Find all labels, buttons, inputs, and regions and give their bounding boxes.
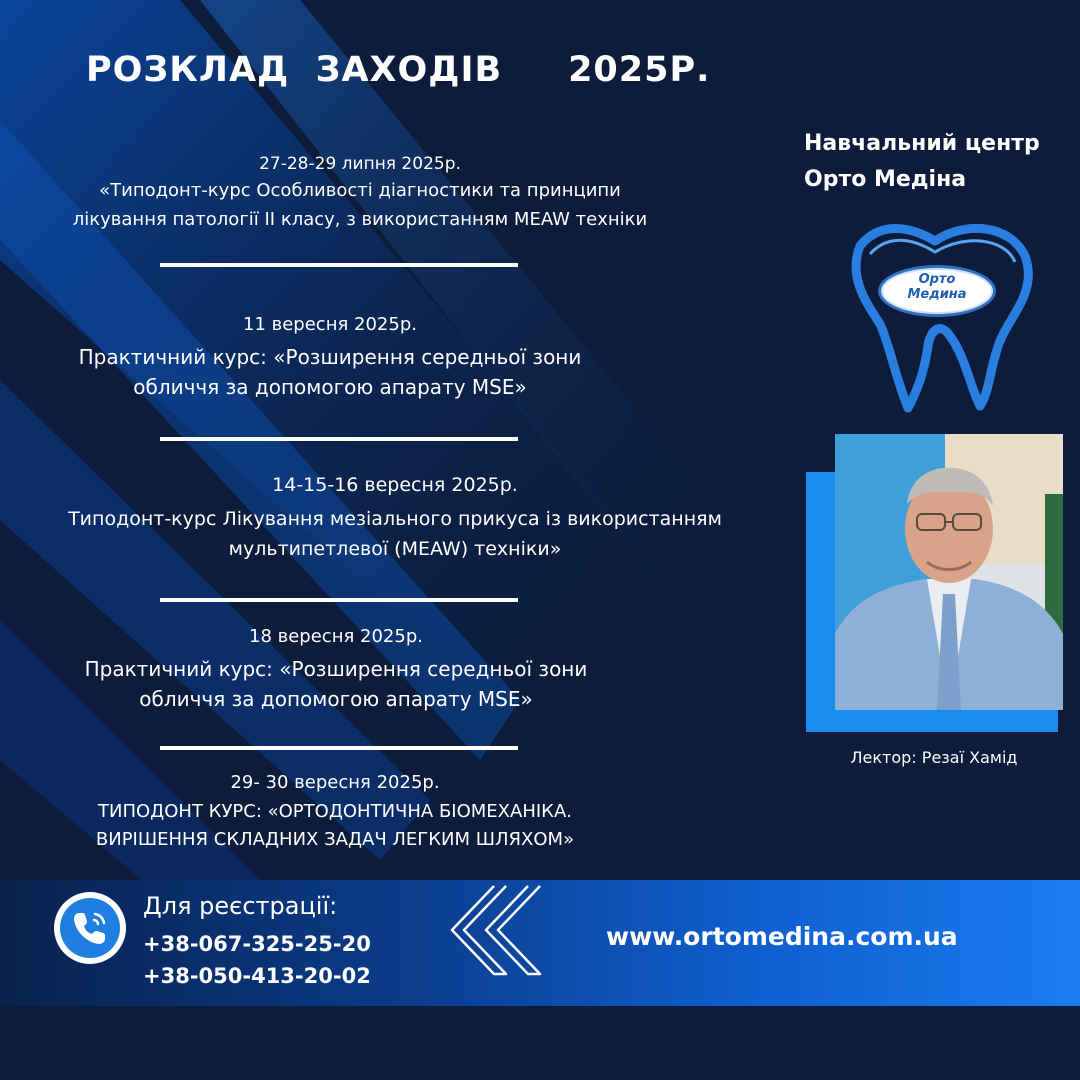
event-description: Практичний курс: «Розширення середньої зони обличчя за допомогою апарату MSE» (78, 345, 582, 399)
event-date: 29- 30 вересня 2025р. (230, 772, 440, 793)
lecturer-caption: Лектор: Резаї Хамід (850, 748, 1018, 767)
event-description: Типодонт-курс Лікування мезіального прикуса із використанням мультипетлевої (MEAW) техніки» (68, 508, 722, 560)
event-description: ТИПОДОНТ КУРС: «ОРТОДОНТИЧНА БІОМЕХАНІКА. ВИРІШЕННЯ СКЛАДНИХ ЗАДАЧ ЛЕГКИМ ШЛЯХОМ» (95, 801, 575, 850)
divider (160, 598, 518, 602)
event-date: 11 вересня 2025р. (243, 314, 417, 335)
event-date: 18 вересня 2025р. (249, 626, 423, 647)
page-title: РОЗКЛАД ЗАХОДІВ 2025Р. (86, 50, 711, 90)
event-description: Практичний курс: «Розширення середньої зони обличчя за допомогою апарату MSE» (84, 657, 588, 711)
divider (160, 263, 518, 267)
lecturer-photo (835, 434, 1063, 710)
logo-text: Орто Медина (907, 272, 967, 302)
event-item (20, 152, 700, 234)
event-date: 27-28-29 липня 2025р. (259, 154, 461, 174)
phone-icon[interactable] (54, 892, 126, 964)
event-item (55, 472, 735, 564)
phone-number[interactable]: +38-067-325-25-20 (143, 932, 371, 956)
event-date: 14-15-16 вересня 2025р. (272, 474, 518, 496)
training-center-name: Навчальний центр Орто Медіна (804, 131, 1040, 192)
phone-number[interactable]: +38-050-413-20-02 (143, 964, 371, 988)
event-item (0, 624, 676, 714)
event-description: «Типодонт-курс Особливості діагностики та принципи лікування патології ІІ класу, з використанням MEAW техніки (72, 180, 648, 230)
divider (160, 437, 518, 441)
event-item (0, 770, 675, 854)
double-chevron-left-icon (448, 884, 544, 976)
divider (160, 746, 518, 750)
logo-badge (878, 265, 996, 317)
registration-label: Для реєстрації: (143, 892, 338, 920)
website-link[interactable]: www.ortomedina.com.ua (606, 922, 958, 951)
event-item (0, 312, 670, 402)
